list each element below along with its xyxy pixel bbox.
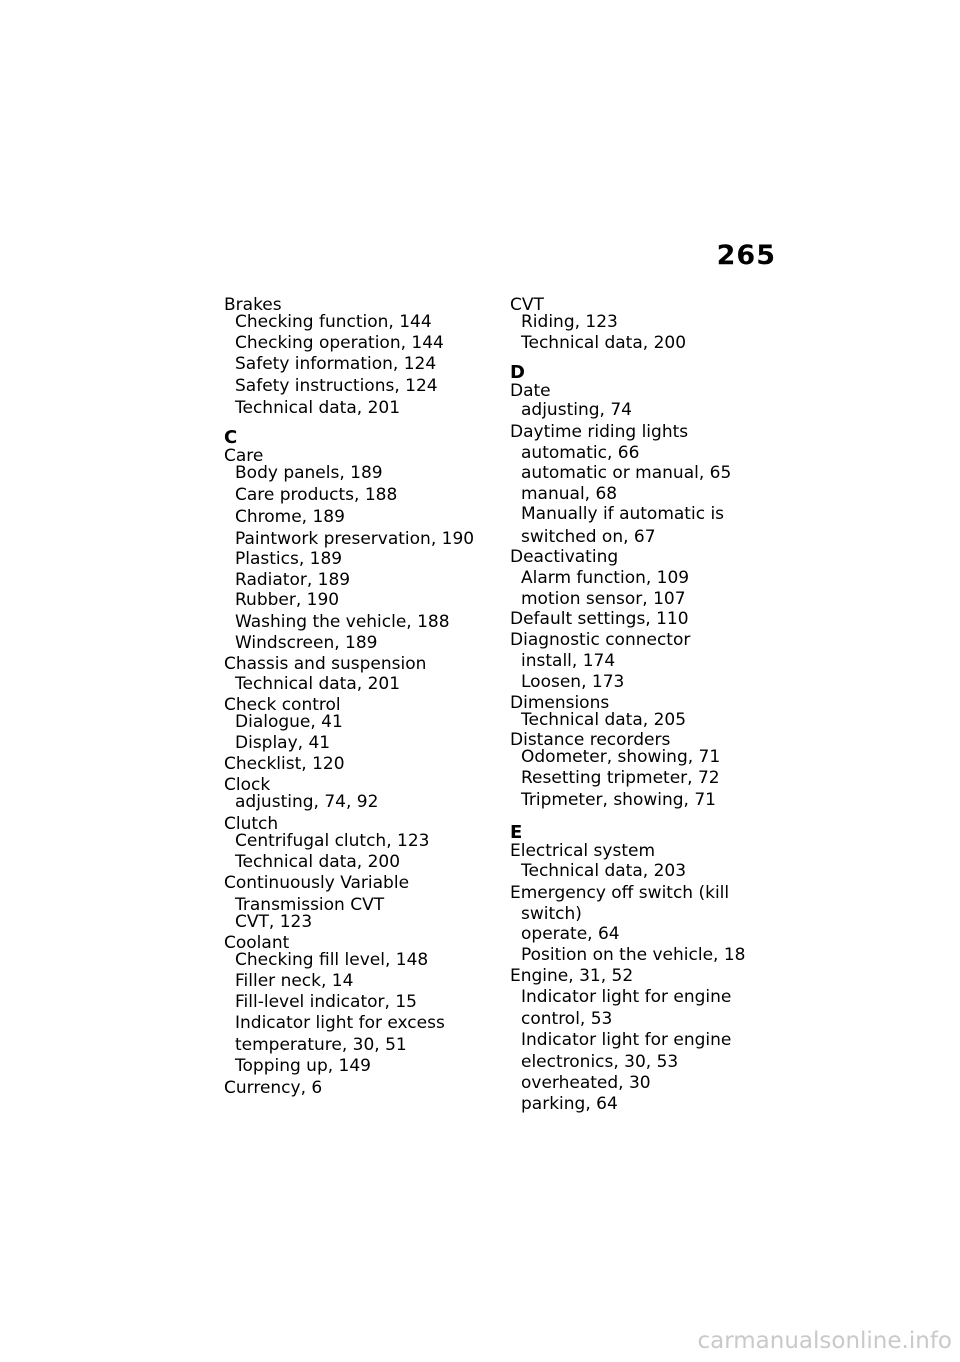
right-section-letter: D — [510, 362, 525, 383]
left-index-entry: Clock — [224, 775, 271, 795]
left-index-entry: Clutch — [224, 814, 279, 834]
left-index-entry: Coolant — [224, 933, 290, 953]
right-index-entry: Engine, 31, 52 — [510, 966, 634, 986]
right-index-subentry: Technical data, 203 — [521, 861, 687, 881]
left-index-subentry: Centrifugal clutch, 123 — [235, 831, 430, 851]
right-index-entry: Dimensions — [510, 693, 610, 713]
right-index-subentry: switched on, 67 — [521, 527, 656, 547]
right-index-subentry: Resetting tripmeter, 72 — [521, 768, 720, 788]
right-index-entry: Diagnostic connector — [510, 630, 691, 650]
left-index-entry: Checklist, 120 — [224, 754, 345, 774]
right-index-subentry: electronics, 30, 53 — [521, 1052, 679, 1072]
left-index-subentry: Display, 41 — [235, 733, 331, 753]
right-index-subentry: adjusting, 74 — [521, 400, 632, 420]
left-index-subentry: Technical data, 201 — [235, 674, 401, 694]
left-index-subentry: Safety information, 124 — [235, 354, 437, 374]
right-index-subentry: install, 174 — [521, 651, 616, 671]
right-index-entry: CVT — [510, 295, 544, 315]
left-index-subentry: Transmission CVT — [235, 895, 385, 915]
left-index-entry: Continuously Variable — [224, 873, 410, 893]
left-index-subentry: Care products, 188 — [235, 485, 398, 505]
right-index-entry: Deactivating — [510, 547, 619, 567]
left-index-subentry: Body panels, 189 — [235, 463, 383, 483]
left-section-letter: C — [224, 427, 238, 448]
right-index-entry: Daytime riding lights — [510, 422, 689, 442]
right-section-letter: E — [510, 822, 523, 843]
left-index-subentry: Plastics, 189 — [235, 549, 343, 569]
page-number: 265 — [716, 240, 776, 271]
left-index-subentry: Windscreen, 189 — [235, 633, 378, 653]
left-index-subentry: Checking operation, 144 — [235, 333, 444, 353]
left-index-subentry: Checking fill level, 148 — [235, 950, 429, 970]
left-index-subentry: Chrome, 189 — [235, 507, 345, 527]
right-index-subentry: automatic or manual, 65 — [521, 463, 732, 483]
right-index-subentry: Loosen, 173 — [521, 672, 625, 692]
left-index-subentry: Paintwork preservation, 190 — [235, 529, 475, 549]
left-index-entry: Chassis and suspension — [224, 654, 427, 674]
right-index-subentry: control, 53 — [521, 1009, 613, 1029]
right-index-subentry: motion sensor, 107 — [521, 589, 686, 609]
right-index-subentry: Indicator light for engine — [521, 1030, 732, 1050]
right-index-subentry: Manually if automatic is — [521, 504, 725, 524]
left-index-subentry: Checking function, 144 — [235, 312, 432, 332]
left-index-subentry: Filler neck, 14 — [235, 971, 354, 991]
watermark: carmanualsonline.info — [697, 1328, 952, 1354]
right-index-subentry: switch) — [521, 904, 582, 924]
left-index-entry: Care — [224, 446, 264, 466]
right-index-subentry: automatic, 66 — [521, 443, 640, 463]
right-index-subentry: Technical data, 205 — [521, 710, 687, 730]
left-index-subentry: temperature, 30, 51 — [235, 1035, 407, 1055]
right-index-subentry: overheated, 30 — [521, 1073, 651, 1093]
right-index-entry: Electrical system — [510, 841, 655, 861]
right-index-subentry: Indicator light for engine — [521, 987, 732, 1007]
left-index-subentry: Rubber, 190 — [235, 590, 340, 610]
right-index-subentry: Odometer, showing, 71 — [521, 747, 721, 767]
left-index-subentry: Dialogue, 41 — [235, 712, 343, 732]
right-index-subentry: operate, 64 — [521, 924, 620, 944]
right-index-entry: Distance recorders — [510, 730, 671, 750]
right-index-subentry: Riding, 123 — [521, 312, 618, 332]
right-index-subentry: Alarm function, 109 — [521, 568, 690, 588]
right-index-subentry: Tripmeter, showing, 71 — [521, 790, 716, 810]
left-index-subentry: Radiator, 189 — [235, 570, 351, 590]
left-index-entry: Check control — [224, 695, 341, 715]
left-index-subentry: Technical data, 201 — [235, 398, 401, 418]
left-index-subentry: Safety instructions, 124 — [235, 376, 438, 396]
left-index-entry: Currency, 6 — [224, 1078, 323, 1098]
left-index-subentry: Technical data, 200 — [235, 852, 401, 872]
left-index-subentry: Fill-level indicator, 15 — [235, 992, 417, 1012]
left-index-subentry: Indicator light for excess — [235, 1013, 445, 1033]
left-index-subentry: Washing the vehicle, 188 — [235, 612, 450, 632]
left-index-subentry: Topping up, 149 — [235, 1056, 371, 1076]
right-index-entry: Emergency off switch (kill — [510, 883, 730, 903]
right-index-subentry: manual, 68 — [521, 484, 618, 504]
left-index-entry: Brakes — [224, 295, 282, 315]
right-index-entry: Default settings, 110 — [510, 609, 689, 629]
left-index-subentry: adjusting, 74, 92 — [235, 792, 379, 812]
right-index-subentry: parking, 64 — [521, 1094, 618, 1114]
right-index-entry: Date — [510, 381, 551, 401]
right-index-subentry: Technical data, 200 — [521, 333, 687, 353]
left-index-subentry: CVT, 123 — [235, 912, 313, 932]
right-index-subentry: Position on the vehicle, 18 — [521, 945, 746, 965]
